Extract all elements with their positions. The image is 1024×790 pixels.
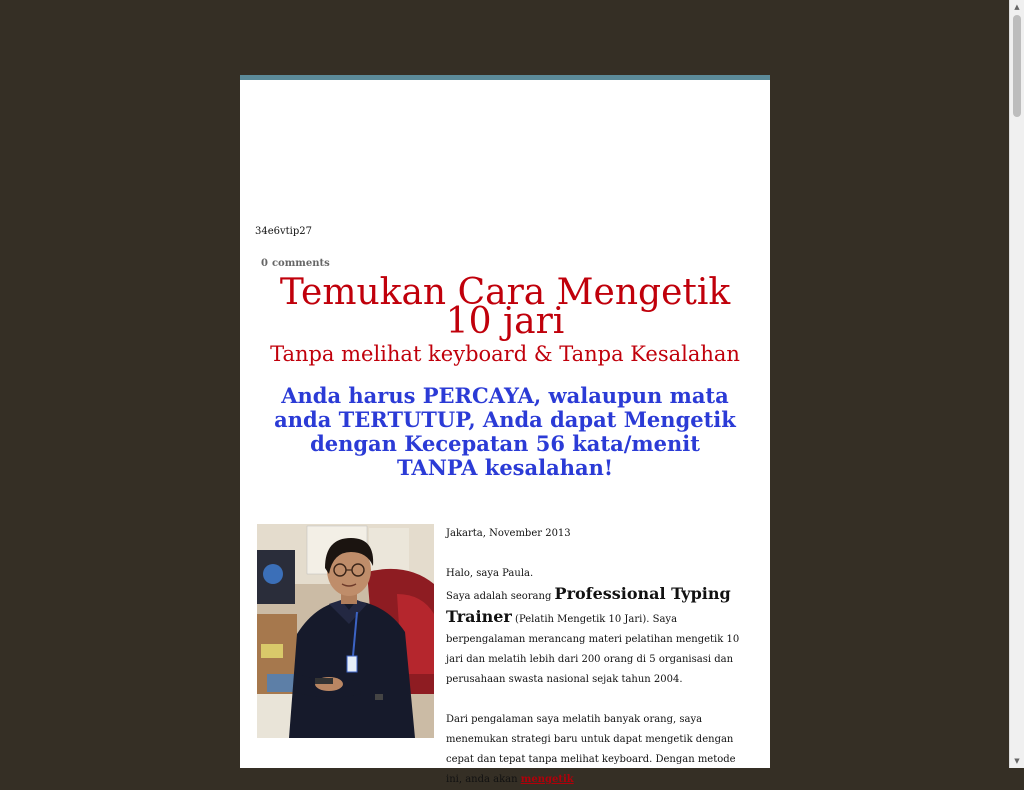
letter-intro <box>446 584 751 690</box>
vertical-scrollbar[interactable] <box>1009 0 1024 768</box>
comments-count: 0 <box>261 258 268 269</box>
subheadline: Tanpa melihat keyboard & Tanpa Kesalahan <box>270 342 740 366</box>
intro-prefix: Saya adalah seorang <box>446 591 555 602</box>
trainer-photo <box>257 524 434 738</box>
claim-text: Anda harus PERCAYA, walaupun mata anda TERTUTUP, Anda dapat Mengetik dengan Kecepatan 56 kata/menit TANPA kesalahan! <box>274 383 736 480</box>
comments-label: comments <box>271 258 330 269</box>
intro-suffix: (Pelatih Mengetik 10 Jari). Saya berpengalaman merancang materi pelatihan mengetik 10 jari dan melatih lebih dari 200 orang di 5 organisasi dan perusahaan swasta nasional sejak tahun 2004. <box>446 614 740 685</box>
mengetik-link[interactable]: mengetik <box>520 774 574 785</box>
headline: Temukan Cara Mengetik 10 jari <box>279 272 731 342</box>
letter-body <box>446 524 751 790</box>
letter-paragraph-2 <box>446 710 751 790</box>
scroll-thumb[interactable] <box>1013 15 1021 117</box>
letter-greeting: Halo, saya Paula. <box>446 568 534 579</box>
comments-link[interactable] <box>261 258 330 269</box>
code-text: 34e6vtip27 <box>255 226 312 237</box>
letter-date: Jakarta, November 2013 <box>446 528 571 539</box>
scroll-down-arrow-icon[interactable]: ▼ <box>1014 757 1020 765</box>
page-container <box>240 75 770 785</box>
para2-text: Dari pengalaman saya melatih banyak orang, saya menemukan strategi baru untuk dapat mengetik dengan cepat dan tepat tanpa melihat keyboard. Dengan metode ini, anda akan <box>446 714 736 785</box>
intro-bold-title: Professional Typing Trainer <box>446 584 731 626</box>
scroll-up-arrow-icon[interactable]: ▲ <box>1014 3 1020 11</box>
